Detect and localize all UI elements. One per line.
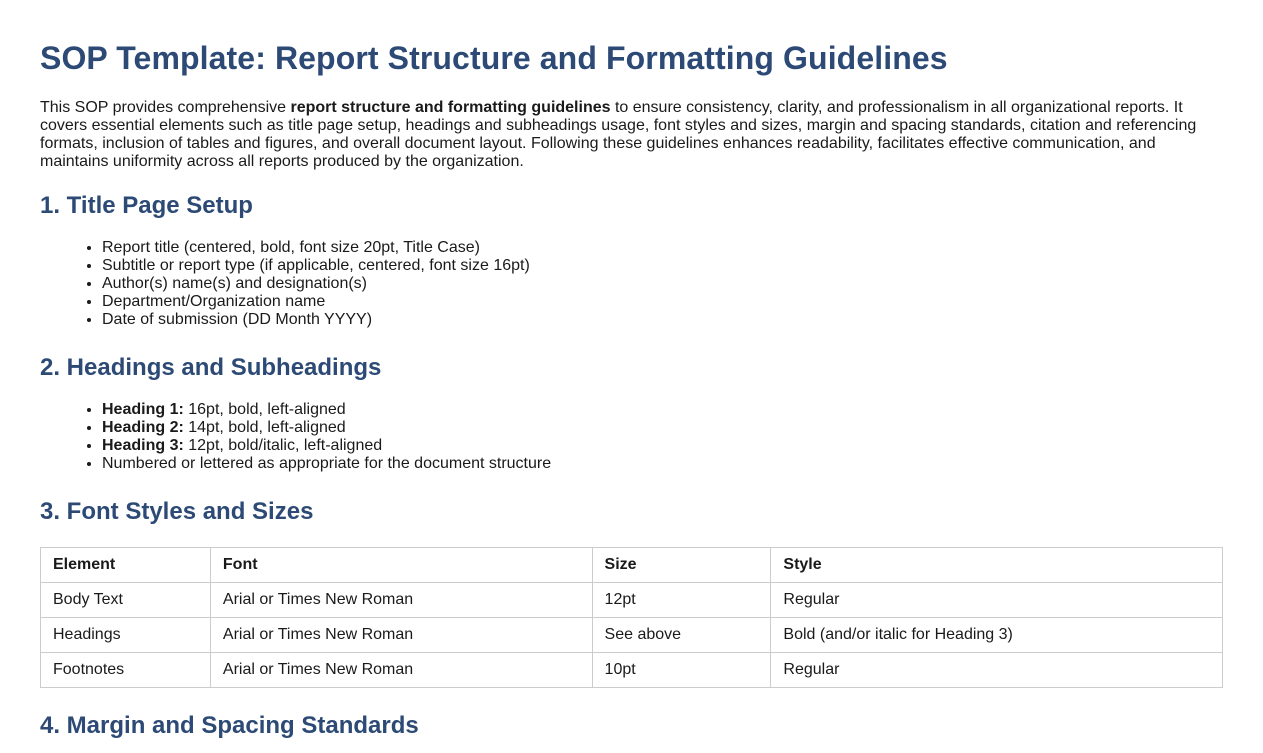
table-cell: Arial or Times New Roman [210,653,592,688]
table-row [41,618,1223,653]
list-item [102,437,1223,455]
list-item-label: Heading 2: [102,419,184,436]
column-header-size: Size [592,548,771,583]
list-item: • Department/Organization name [102,293,1223,311]
section-heading-fonts: 3. Font Styles and Sizes [40,498,314,525]
list-item-text: Numbered or lettered as appropriate for the document structure [102,455,552,472]
page-title: SOP Template: Report Structure and Formatting Guidelines [40,40,948,76]
table-header-row [41,548,1223,583]
table-row [41,583,1223,618]
list-item-label: Heading 1: [102,401,184,418]
table-cell: Body Text [41,583,211,618]
table-cell: See above [592,618,771,653]
intro-text-bold: report structure and formatting guidelines [290,99,611,116]
headings-list [40,401,1223,473]
section-heading-margins: 4. Margin and Spacing Standards [40,712,419,739]
list-item: • Date of submission (DD Month YYYY) [102,311,1223,329]
table-cell: 10pt [592,653,771,688]
section-heading-title-page: 1. Title Page Setup [40,192,253,219]
title-page-list [40,239,1223,329]
list-item [102,401,1223,419]
list-item [102,455,1223,473]
list-item-text: 12pt, bold/italic, left-aligned [183,437,383,454]
section-heading-headings: 2. Headings and Subheadings [40,354,382,381]
table-cell: Arial or Times New Roman [210,583,592,618]
list-item-label: Heading 3: [102,437,184,454]
intro-text-start: This SOP provides comprehensive [40,99,291,116]
table-cell: Regular [771,653,1223,688]
column-header-element: Element [41,548,211,583]
table-cell: Regular [771,583,1223,618]
list-item: • Report title (centered, bold, font size 20pt, Title Case) [102,239,1223,257]
intro-text-end: to ensure consistency, clarity, and professionalism in all organizational reports. It covers essential elements such as title page setup, headings and subheadings usage, font styles and sizes, margin and spacing standards, citation and referencing formats, inclusion of tables and figures, and overall document layout. Following these guidelines enhances readability, facilitates effective communication, and maintains uniformity across all reports produced by the organization. [40,99,1197,170]
font-styles-table [40,547,1223,688]
table-cell: Footnotes [41,653,211,688]
table-cell: Headings [41,618,211,653]
table-cell: 12pt [592,583,771,618]
intro-paragraph [40,99,1205,171]
table-cell: Arial or Times New Roman [210,618,592,653]
column-header-font: Font [210,548,592,583]
list-item: • Author(s) name(s) and designation(s) [102,275,1223,293]
list-item: • Subtitle or report type (if applicable, centered, font size 16pt) [102,257,1223,275]
list-item [102,419,1223,437]
list-item-text: 14pt, bold, left-aligned [183,419,346,436]
table-cell: Bold (and/or italic for Heading 3) [771,618,1223,653]
list-item-text: 16pt, bold, left-aligned [183,401,346,418]
column-header-style: Style [771,548,1223,583]
table-row [41,653,1223,688]
